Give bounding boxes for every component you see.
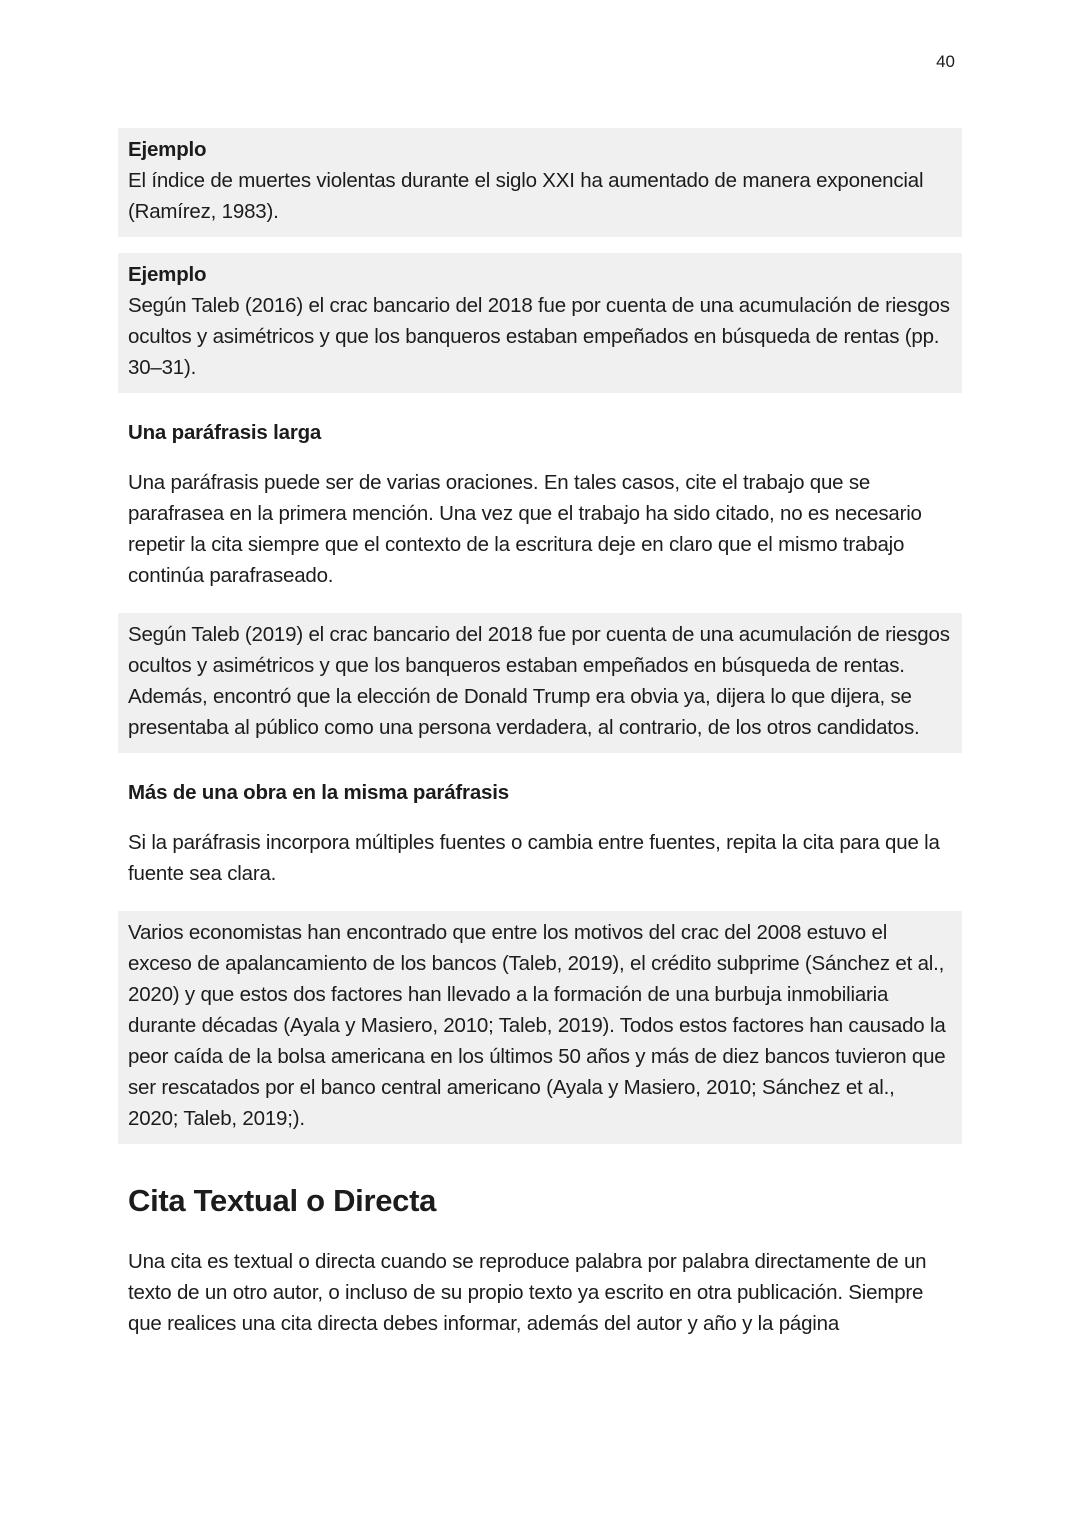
example-box <box>118 253 962 393</box>
section-subheading-parafrasis-larga: Una paráfrasis larga <box>128 421 322 444</box>
body-paragraph: Una cita es textual o directa cuando se reproduce palabra por palabra directamente de un texto de un otro autor, o incluso de su propio texto ya escrito en otra publicación. Siempre que realices una cita directa debes informar, además del autor y año y la página <box>128 1250 927 1335</box>
example-box-title: Ejemplo <box>128 263 207 286</box>
example-box-text: El índice de muertes violentas durante el siglo XXI ha aumentado de manera exponencial (Ramírez, 1983). <box>128 169 924 223</box>
example-box-text: Según Taleb (2016) el crac bancario del 2018 fue por cuenta de una acumulación de riesgos ocultos y asimétricos y que los banqueros estaban empeñados en búsqueda de rentas (pp. 30–31). <box>128 294 950 379</box>
quote-box-text: Varios economistas han encontrado que entre los motivos del crac del 2008 estuvo el exceso de apalancamiento de los bancos (Taleb, 2019), el crédito subprime (Sánchez et al., 2020) y que estos dos factores han llevado a la formación de una burbuja inmobiliaria durante décadas (Ayala y Masiero, 2010; Taleb, 2019). Todos estos factores han causado la peor caída de la bolsa americana en los últimos 50 años y más de diez bancos tuvieron que ser rescatados por el banco central americano (Ayala y Masiero, 2010; Sánchez et al., 2020; Taleb, 2019;). <box>128 921 946 1130</box>
page-number: 40 <box>936 52 955 71</box>
quote-box <box>118 613 962 753</box>
section-subheading-mas-de-una-obra: Más de una obra en la misma paráfrasis <box>128 781 509 804</box>
quote-box-text: Según Taleb (2019) el crac bancario del 2018 fue por cuenta de una acumulación de riesgos ocultos y asimétricos y que los banqueros estaban empeñados en búsqueda de rentas. Además, encontró que la elección de Donald Trump era obvia ya, dijera lo que dijera, se presentaba al público como una persona verdadera, al contrario, de los otros candidatos. <box>128 623 950 739</box>
example-box <box>118 128 962 237</box>
body-paragraph: Si la paráfrasis incorpora múltiples fuentes o cambia entre fuentes, repita la cita para que la fuente sea clara. <box>128 831 940 885</box>
example-box-title: Ejemplo <box>128 138 207 161</box>
section-heading-cita-textual: Cita Textual o Directa <box>128 1183 437 1218</box>
body-paragraph: Una paráfrasis puede ser de varias oraciones. En tales casos, cite el trabajo que se parafrasea en la primera mención. Una vez que el trabajo ha sido citado, no es necesario repetir la cita siempre que el contexto de la escritura deje en claro que el mismo trabajo continúa parafraseado. <box>128 471 922 587</box>
quote-box <box>118 911 962 1144</box>
